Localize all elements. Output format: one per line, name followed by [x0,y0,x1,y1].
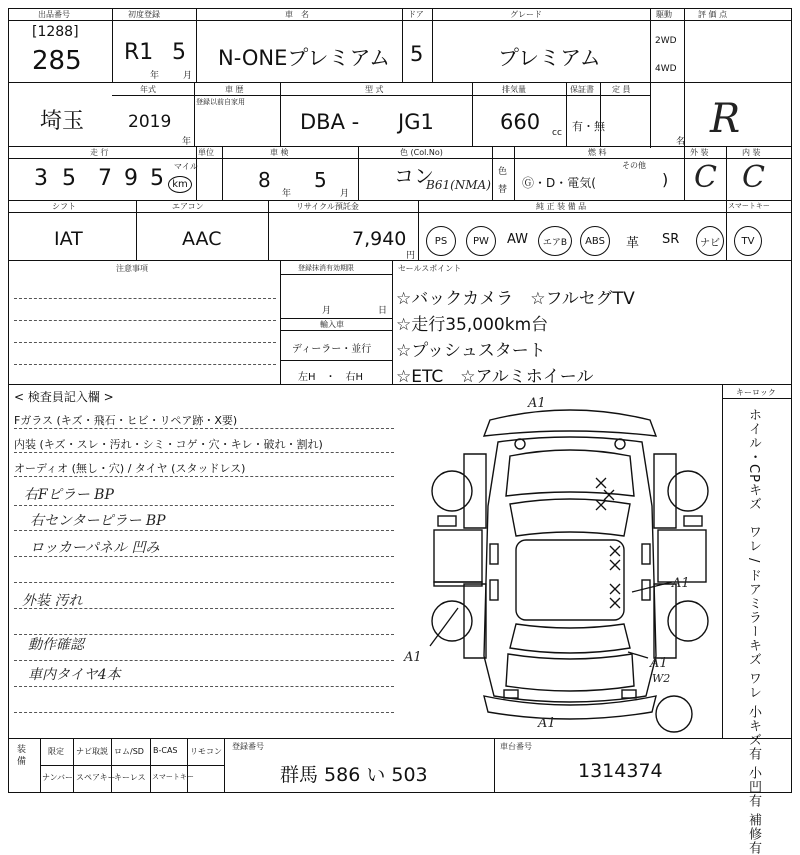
inspection-month-unit: 月 [340,189,350,199]
car-diagram [420,396,720,736]
history-note: 登録以前自家用 [196,98,245,106]
sales-point-4: ☆ETC ☆アルミホイール [396,367,594,387]
damage-w: W2 [652,672,671,685]
equipment-leather: 革 [626,236,640,251]
fuel-close: ) [662,170,669,189]
recycle-unit: 円 [406,251,416,261]
displacement: 660 [500,110,541,134]
header-unit: 単位 [198,148,214,157]
first-reg-month: 5 [172,40,186,65]
drive-4wd: 4WD [655,64,677,74]
mileage-digit-5: 5 [150,166,164,191]
bottom-item-remote: リモコン [190,747,222,756]
bottom-equipment-label: 装 備 [15,744,25,765]
equipment-tv: TV [734,226,762,256]
plate-number: 群馬 586 い 503 [280,764,428,786]
car-doors: 5 [410,42,424,66]
sales-point-2: ☆走行35,000km台 [396,315,549,335]
color-label-b: 替 [498,185,508,195]
inspection-year: 8 [258,168,271,192]
header-history: 車 歴 [225,85,244,94]
header-capacity: 定 員 [612,85,631,94]
lot-code: [1288] [32,24,79,40]
import-handle: 左H ・ 右H [298,372,364,383]
handwritten-note-1: 右Fピラー BP [24,487,114,503]
header-aircon: エアコン [172,202,204,211]
equipment-pw: PW [466,226,496,256]
reg-expiry-month-unit: 月 [322,306,332,316]
color-label-a: 色 [498,167,508,177]
displacement-unit: cc [552,128,562,138]
inspection-year-unit: 年 [282,189,292,199]
header-first-reg: 初度登録 [128,10,160,19]
damage-right: A1 [672,576,690,591]
header-keyless: スマートキー [728,202,770,210]
bottom-item-navi-manual: ナビ取説 [76,747,108,756]
handwritten-note-4: 外装 汚れ [22,593,83,609]
bottom-item-smart-key: スマートキー [152,773,194,781]
damage-rear: A1 [538,716,556,731]
lot-number: 285 [32,46,82,76]
mileage-digit-4: 9 [124,166,138,191]
model-code: JG1 [398,110,434,134]
mileage-mile-option: マイル [174,162,198,171]
aircon-value: AAC [182,228,222,250]
header-warranty: 保証書 [570,85,594,94]
header-chassis: 車台番号 [500,742,532,751]
bottom-item-limited: 限定 [48,747,64,756]
model-year: 2019 [128,112,172,132]
header-plate: 登録番号 [232,742,264,751]
inspector-interior: 内装 (キズ・スレ・汚れ・シミ・コゲ・穴・キレ・破れ・割れ) [14,438,323,451]
header-inspector: < 検査員記入欄 > [14,390,114,404]
bottom-item-plate: ナンバー [42,773,74,782]
header-color: 色 (Col.No) [400,148,443,157]
fuel-options: Ⓖ・D・電気( [522,176,596,190]
header-reg-expiry: 登録抹消有効期限 [298,264,354,272]
car-name: N-ONEプレミアム [218,46,391,70]
equipment-sr: SR [662,232,680,247]
drive-2wd: 2WD [655,36,677,46]
damage-front: A1 [528,396,546,411]
header-interior: 内 装 [742,148,761,157]
model-prefix: DBA - [300,110,360,134]
color-code: B61(NMA) [426,178,491,192]
fuel-other: その他 [622,161,646,170]
damage-left: A1 [404,650,422,665]
inspection-month: 5 [314,168,327,192]
equipment-aw: AW [507,232,529,247]
header-exterior: 外 装 [690,148,709,157]
chassis-number: 1314374 [578,760,663,782]
equipment-navi: ナビ [696,226,724,256]
sales-point-3: ☆プッシュスタート [396,341,546,361]
reg-expiry-day-unit: 日 [378,306,388,316]
mileage-km-option: km [168,176,192,193]
bottom-item-spare-key: スペアキー [76,773,116,782]
color-value: コン [394,164,434,188]
header-shift: シフト [52,202,76,211]
header-model: 型 式 [365,85,384,94]
damage-right-rear: A1 [650,656,668,671]
header-grade: グレード [510,10,542,19]
recycle-value: 7,940 [352,228,407,250]
first-reg-year-unit: 年 [150,71,160,81]
handwritten-note-2: 右センターピラー BP [30,513,166,529]
header-mileage: 走 行 [90,148,109,157]
equipment-abs: ABS [580,226,610,256]
mileage-digit-1: 3 [34,166,48,191]
inspector-glass: Fガラス (キズ・飛石・ヒビ・リペア跡・X要) [14,414,238,427]
inspector-audio: オーディオ (無し・穴) / タイヤ (スタッドレス) [14,462,246,475]
interior-score: C [742,160,765,195]
bottom-item-rom-sd: ロム/SD [114,747,144,756]
header-fuel: 燃 料 [588,148,607,157]
sales-point-1: ☆バックカメラ ☆フルセグTV [396,289,635,309]
mileage-digit-3: 7 [98,166,112,191]
first-reg-era: R1 [124,40,154,65]
header-import: 輸入車 [320,320,344,329]
header-equipment: 純 正 装 備 品 [536,202,587,211]
shift-value: IAT [54,228,83,250]
car-grade: プレミアム [498,46,601,70]
header-inspection: 車 検 [270,148,289,157]
overall-score: R [710,96,741,142]
header-remarks: 評 価 点 [698,10,728,19]
header-model-year: 年式 [140,85,156,94]
first-reg-month-unit: 月 [183,71,193,81]
header-drive: 駆動 [656,10,672,19]
header-displacement: 排気量 [502,85,526,94]
handwritten-note-6: 車内タイヤ4本 [28,667,121,683]
equipment-airbag: エアB [538,226,572,256]
header-recycle: リサイクル預託金 [296,202,359,211]
bottom-item-bcas: B-CAS [153,746,178,755]
location: 埼玉 [40,109,85,134]
header-caution: 注意事項 [116,264,148,273]
side-note: ホイル・CPキズ ワレ / ドアミラーキズ ワレ 小キズ有 小凹有 補修有 [746,408,761,855]
capacity-unit: 名 [676,137,686,147]
bottom-item-keyless: キーレス [114,773,146,782]
header-keylock: キーロック [736,388,776,397]
warranty-value: 有・無 [572,120,605,133]
header-lot: 出品番号 [38,10,70,19]
handwritten-note-3: ロッカーパネル 凹み [30,540,160,556]
mileage-digit-2: 5 [62,166,76,191]
header-car-name: 車 名 [285,10,309,19]
header-door: ドア [408,10,424,19]
handwritten-note-5: 動作確認 [28,637,84,653]
equipment-ps: PS [426,226,456,256]
header-sales-point: セールスポイント [398,264,462,273]
model-year-unit: 年 [182,137,192,147]
exterior-score: C [694,160,717,195]
import-dealer: ディーラー・並行 [292,344,372,355]
